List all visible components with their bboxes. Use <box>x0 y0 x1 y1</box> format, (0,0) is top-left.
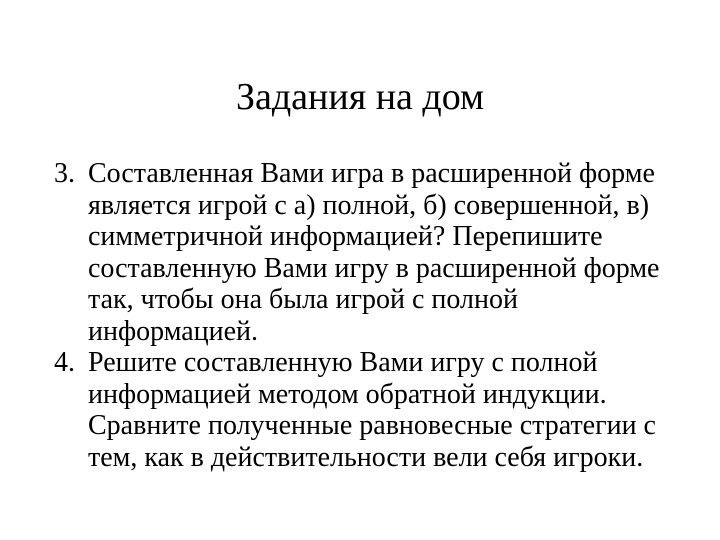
task-number: 3. <box>54 158 75 189</box>
task-text-line: так, чтобы она была игрой с полной <box>88 284 518 315</box>
task-text-line: составленную Вами игру в расширенной форме <box>88 252 660 284</box>
task-number: 4. <box>54 347 75 378</box>
task-text-line: симметричной информацией? Перепишите <box>88 221 603 252</box>
task-text-line: информацией. <box>88 315 259 347</box>
task-text-line: Решите составленную Вами игру с полной <box>88 347 598 378</box>
task-item-4 <box>54 347 674 473</box>
task-text-line: информацией методом обратной индукции. <box>88 378 607 410</box>
task-text-line: Сравните полученные равновесные стратегии с <box>88 410 656 441</box>
task-text-line: является игрой с а) полной, б) совершенной, в) <box>88 189 650 221</box>
task-item-3 <box>54 158 674 347</box>
task-list <box>54 158 674 473</box>
task-text-line: Составленная Вами игра в расширенной форме <box>88 158 655 189</box>
slide-title: Задания на дом <box>235 76 485 118</box>
task-text-line: тем, как в действительности вели себя игроки. <box>88 441 644 473</box>
